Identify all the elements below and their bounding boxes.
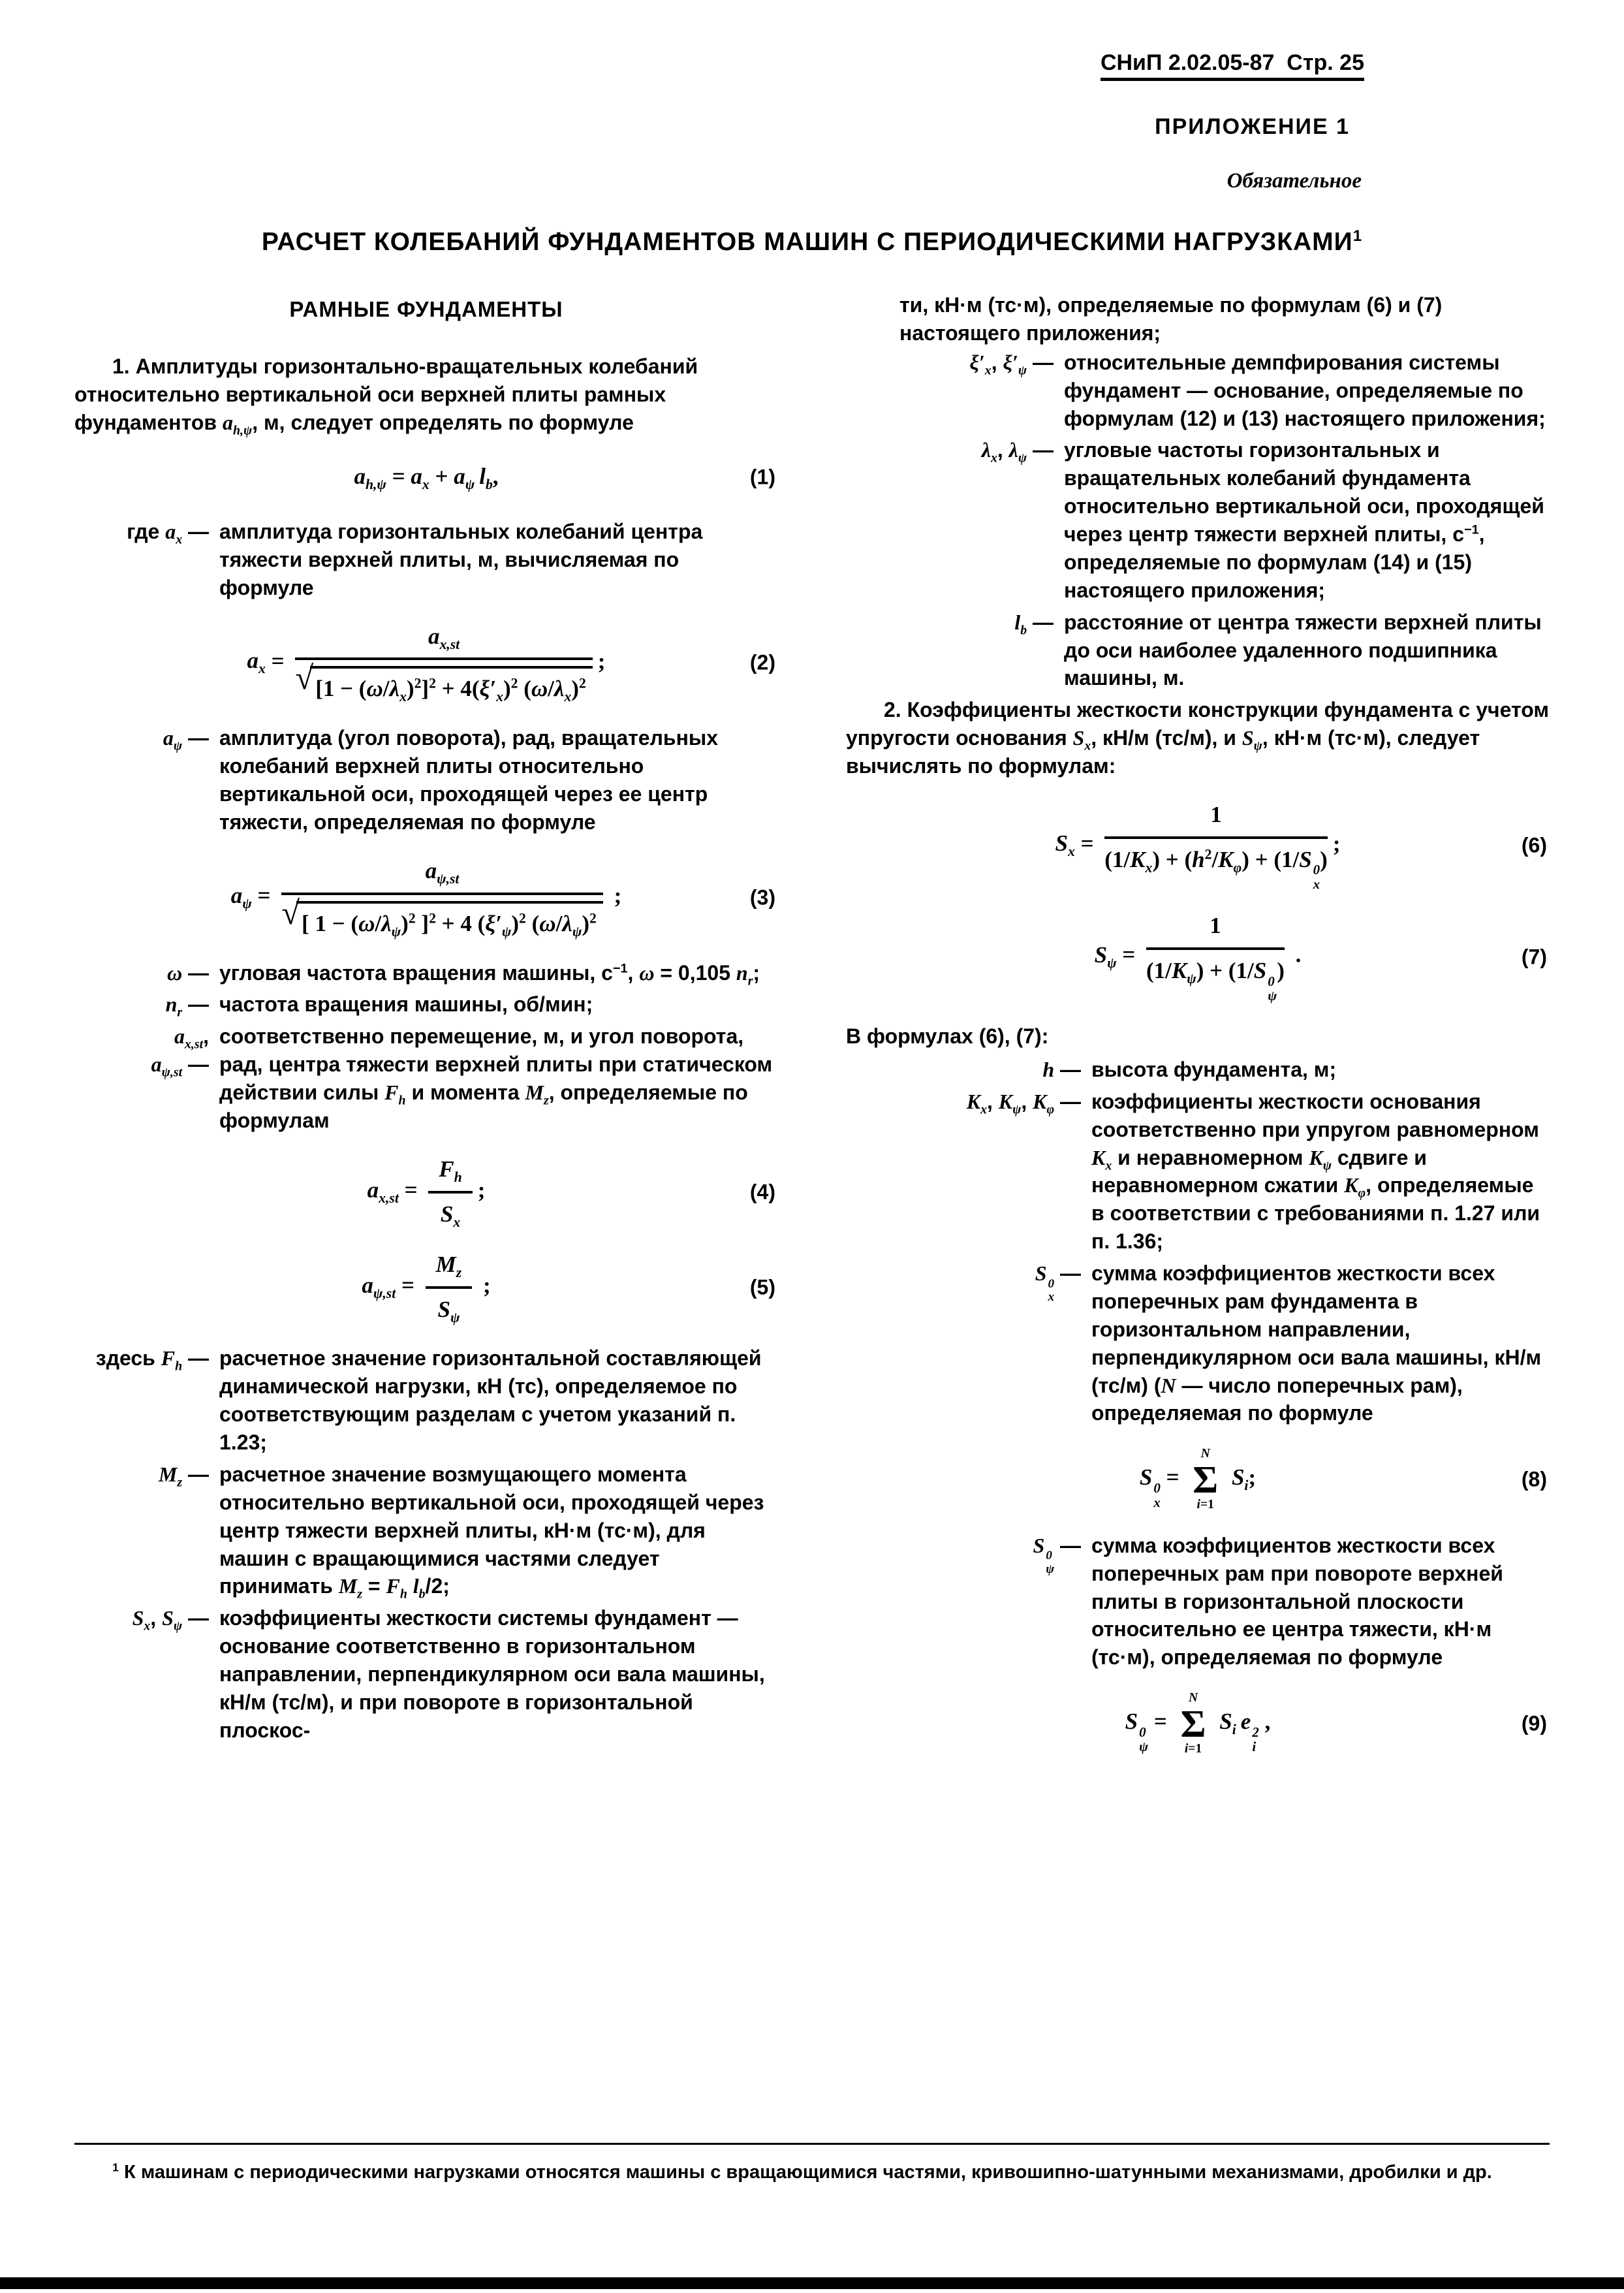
formula-6-number: (6) bbox=[1521, 833, 1547, 857]
footnote bbox=[74, 2143, 1550, 2186]
definition-s0x-text: сумма коэффициентов жесткости всех поперечных рам фундамента в горизонтальном направлении, перпендикулярном оси вала машины, кН/м (тс/м) (N — число поперечных рам), определяемая по формуле bbox=[1091, 1261, 1542, 1425]
definition-s0psi-term: S 0 ψ — bbox=[1033, 1533, 1081, 1576]
left-column bbox=[74, 291, 778, 1748]
definition-ast bbox=[74, 1022, 778, 1135]
definition-lb-term: $l_b$ — bbox=[1014, 610, 1054, 638]
right-column bbox=[846, 291, 1550, 1776]
definition-s0x bbox=[846, 1259, 1550, 1427]
definition-ax-term: где $a_x$ — bbox=[127, 519, 209, 547]
paragraph-informulas: В формулах (6), (7): bbox=[846, 1024, 1049, 1048]
formula-3-body: $a_\psi$ = $a_{\psi,st}$ √ [ $1 - (\omega/\lambda_\psi)^2$ ]$^2$ + 4 $(\xi'_\psi)^2$ $(\omega/\lambda_\psi)^2$ ; bbox=[231, 856, 622, 940]
formula-1 bbox=[74, 456, 778, 498]
definition-s0psi-text: сумма коэффициентов жесткости всех поперечных рам при повороте верхней плиты в горизонтальной плоскости относительно ее центра тяжести, кН·м (тс·м), определяемая по формуле bbox=[1091, 1533, 1503, 1669]
formula-9-body: S 0 ψ = N Σ i=1 $S_i$ e 2 i , bbox=[1125, 1691, 1271, 1756]
definition-fh-term: здесь $F_h$ — bbox=[95, 1346, 209, 1374]
definition-xi-term: $\xi'_x$, $\xi'_\psi$ — bbox=[969, 350, 1054, 378]
appendix-kind-label: Обязательное bbox=[1226, 169, 1362, 193]
definition-s0x-term: S 0 x — bbox=[1035, 1261, 1081, 1304]
appendix-label: ПРИЛОЖЕНИЕ 1 bbox=[1155, 114, 1350, 139]
paragraph-2: 2. Коэффициенты жесткости конструкции фундамента с учетом упругости основания $S_x$, кН/м (тс/м), и $S_\psi$, кН·м (тс·м), следует вычислять по формулам: bbox=[846, 698, 1550, 778]
definition-sx-spsi-text: коэффициенты жесткости системы фундамент — основание соответственно в горизонтальном направлении, перпендикулярном оси вала машины, кН/м (тс/м), и при повороте в горизонтальной плоскос- bbox=[219, 1606, 765, 1742]
document-title: РАСЧЕТ КОЛЕБАНИЙ ФУНДАМЕНТОВ МАШИН С ПЕРИОДИЧЕСКИМИ НАГРУЗКАМИ$^1$ bbox=[261, 227, 1363, 257]
formula-7 bbox=[846, 911, 1550, 1003]
definition-sx-spsi bbox=[74, 1604, 778, 1744]
definition-k-text: коэффициенты жесткости основания соответственно при упругом равномерном $K_x$ и неравномерном $K_\psi$ сдвиге и неравномерном сжатии $K_\varphi$, определяемые в соответствии с требованиями п. 1.27 или п. 1.36; bbox=[1091, 1089, 1540, 1254]
definition-fh-text: расчетное значение горизонтальной составляющей динамической нагрузки, кН (тс), определяемое по соответствующим разделам с учетом указаний п. 1.23; bbox=[219, 1346, 762, 1455]
formula-9-number: (9) bbox=[1521, 1711, 1547, 1735]
definition-s0psi bbox=[846, 1532, 1550, 1671]
definition-k-term: $K_x$, $K_\psi$, $K_\varphi$ — bbox=[966, 1089, 1081, 1117]
page-header bbox=[0, 0, 1624, 78]
formula-8 bbox=[846, 1447, 1550, 1512]
definition-nr-text: частота вращения машины, об/мин; bbox=[219, 992, 593, 1017]
formula-7-number: (7) bbox=[1521, 945, 1547, 969]
definition-continuation: ти, кН·м (тс·м), определяемые по формулам (6) и (7) настоящего приложения; bbox=[899, 293, 1443, 345]
definition-ax-text: амплитуда горизонтальных колебаний центра тяжести верхней плиты, м, вычисляемая по формуле bbox=[219, 519, 703, 599]
formula-3 bbox=[74, 856, 778, 940]
definition-mz bbox=[74, 1461, 778, 1600]
formula-9 bbox=[846, 1691, 1550, 1756]
formula-2-number: (2) bbox=[749, 650, 775, 674]
two-column-layout bbox=[0, 291, 1624, 1776]
formula-6-body: $S_x$ = 1 $(1/K_x) + (h^2/K_\varphi) + (1/S$ 0 x ) ; bbox=[1055, 800, 1341, 892]
formula-8-body: S 0 x = N Σ i=1 $S_i$; bbox=[1139, 1447, 1257, 1512]
formula-8-number: (8) bbox=[1521, 1467, 1547, 1491]
formula-1-number: (1) bbox=[749, 465, 775, 489]
document-code: СНиП 2.02.05-87 Стр. 25 bbox=[1101, 50, 1364, 81]
definition-apsi-term: $a_\psi$ — bbox=[163, 726, 209, 753]
footnote-text: $^1$ К машинам с периодическими нагрузками относятся машины с вращающимися частями, кривошипно-шатунными механизмами, дробилки и др. bbox=[112, 2160, 1492, 2183]
definition-omega-text: угловая частота вращения машины, $с^{-1}$, ω = 0,105 $n_r$; bbox=[219, 960, 760, 988]
formula-3-number: (3) bbox=[749, 885, 775, 909]
definition-ax bbox=[74, 518, 778, 602]
definition-lb bbox=[846, 609, 1550, 693]
formula-7-body: $S_\psi$ = 1 $(1/K_\psi) + (1/S$ 0 ψ ) . bbox=[1095, 911, 1302, 1003]
formula-4 bbox=[74, 1154, 778, 1230]
definition-xi bbox=[846, 349, 1550, 433]
definition-h-text: высота фундамента, м; bbox=[1091, 1057, 1337, 1081]
formula-6 bbox=[846, 800, 1550, 892]
formula-2-body: $a_x$ = $a_{x,st}$ √ $[1 - (\omega/\lambda_x)^2]^2 + 4(\xi'_x)^2$ $(\omega/\lambda_x)^2$ ; bbox=[247, 622, 606, 705]
definition-mz-term: $M_z$ — bbox=[158, 1462, 209, 1490]
definition-h bbox=[846, 1056, 1550, 1084]
definition-nr-term: $n_r$ — bbox=[165, 992, 209, 1020]
definition-lb-text: расстояние от центра тяжести верхней плиты до оси наиболее удаленного подшипника машины, м. bbox=[1064, 610, 1542, 690]
formula-5-body: $a_{\psi,st}$ = $\frac{M_z}{S_\psi}$ ; bbox=[362, 1250, 490, 1325]
formula-5-number: (5) bbox=[749, 1275, 775, 1299]
formula-4-number: (4) bbox=[749, 1180, 775, 1204]
scan-edge-artifact bbox=[0, 2277, 1624, 2289]
definition-lambda-term: $\lambda_x$, $\lambda_\psi$ — bbox=[981, 438, 1054, 466]
definition-ast-term: $a_{x,st}$, $a_{\psi,st}$ — bbox=[151, 1024, 209, 1080]
definition-mz-text: расчетное значение возмущающего момента относительно вертикальной оси, проходящей через центр тяжести верхней плиты, кН·м (тс·м), для машин с вращающимися частями следует принимать $M_z = F_h$ $l_b/2$; bbox=[219, 1462, 764, 1602]
formula-5 bbox=[74, 1250, 778, 1325]
definition-apsi-text: амплитуда (угол поворота), рад, вращательных колебаний верхней плиты относительно вертикальной оси, проходящей через ее центр тяжести, определяемая по формуле bbox=[219, 726, 719, 834]
definition-k bbox=[846, 1088, 1550, 1256]
definition-nr bbox=[74, 990, 778, 1019]
formula-1-body: $a_{h,\psi} = a_x + a_\psi$ $l_b$, bbox=[354, 464, 499, 493]
definition-h-term: h — bbox=[1042, 1057, 1081, 1081]
formula-4-body: $a_{x,st}$ = $\frac{F_h}{S_x}$ ; bbox=[367, 1154, 486, 1230]
formula-2 bbox=[74, 622, 778, 705]
definition-ast-text: соответственно перемещение, м, и угол поворота, рад, центра тяжести верхней плиты при статическом действии силы $F_h$ и момента $M_z$, определяемые по формулам bbox=[219, 1024, 773, 1132]
definition-omega bbox=[74, 959, 778, 987]
definition-omega-term: ω — bbox=[166, 960, 209, 985]
definition-lambda bbox=[846, 436, 1550, 604]
definition-sx-spsi-term: $S_x$, $S_\psi$ — bbox=[132, 1606, 209, 1634]
paragraph-1: 1. Амплитуды горизонтально-вращательных колебаний относительно вертикальной оси верхней плиты рамных фундаментов $a_{h,\psi}$, м, следует определять по формуле bbox=[74, 355, 698, 438]
definition-xi-text: относительные демпфирования системы фундамент — основание, определяемые по формулам (12) и (13) настоящего приложения; bbox=[1064, 350, 1546, 430]
definition-fh bbox=[74, 1344, 778, 1457]
section-heading: РАМНЫЕ ФУНДАМЕНТЫ bbox=[289, 297, 563, 322]
definition-lambda-text: угловые частоты горизонтальных и вращательных колебаний фундамента относительно вертикальной оси, проходящей через центр тяжести верхней плиты, $с^{-1}$, определяемые по формулам (14) и (15) настоящего приложения; bbox=[1064, 438, 1544, 602]
footnote-rule bbox=[74, 2143, 1550, 2145]
definition-apsi bbox=[74, 724, 778, 836]
